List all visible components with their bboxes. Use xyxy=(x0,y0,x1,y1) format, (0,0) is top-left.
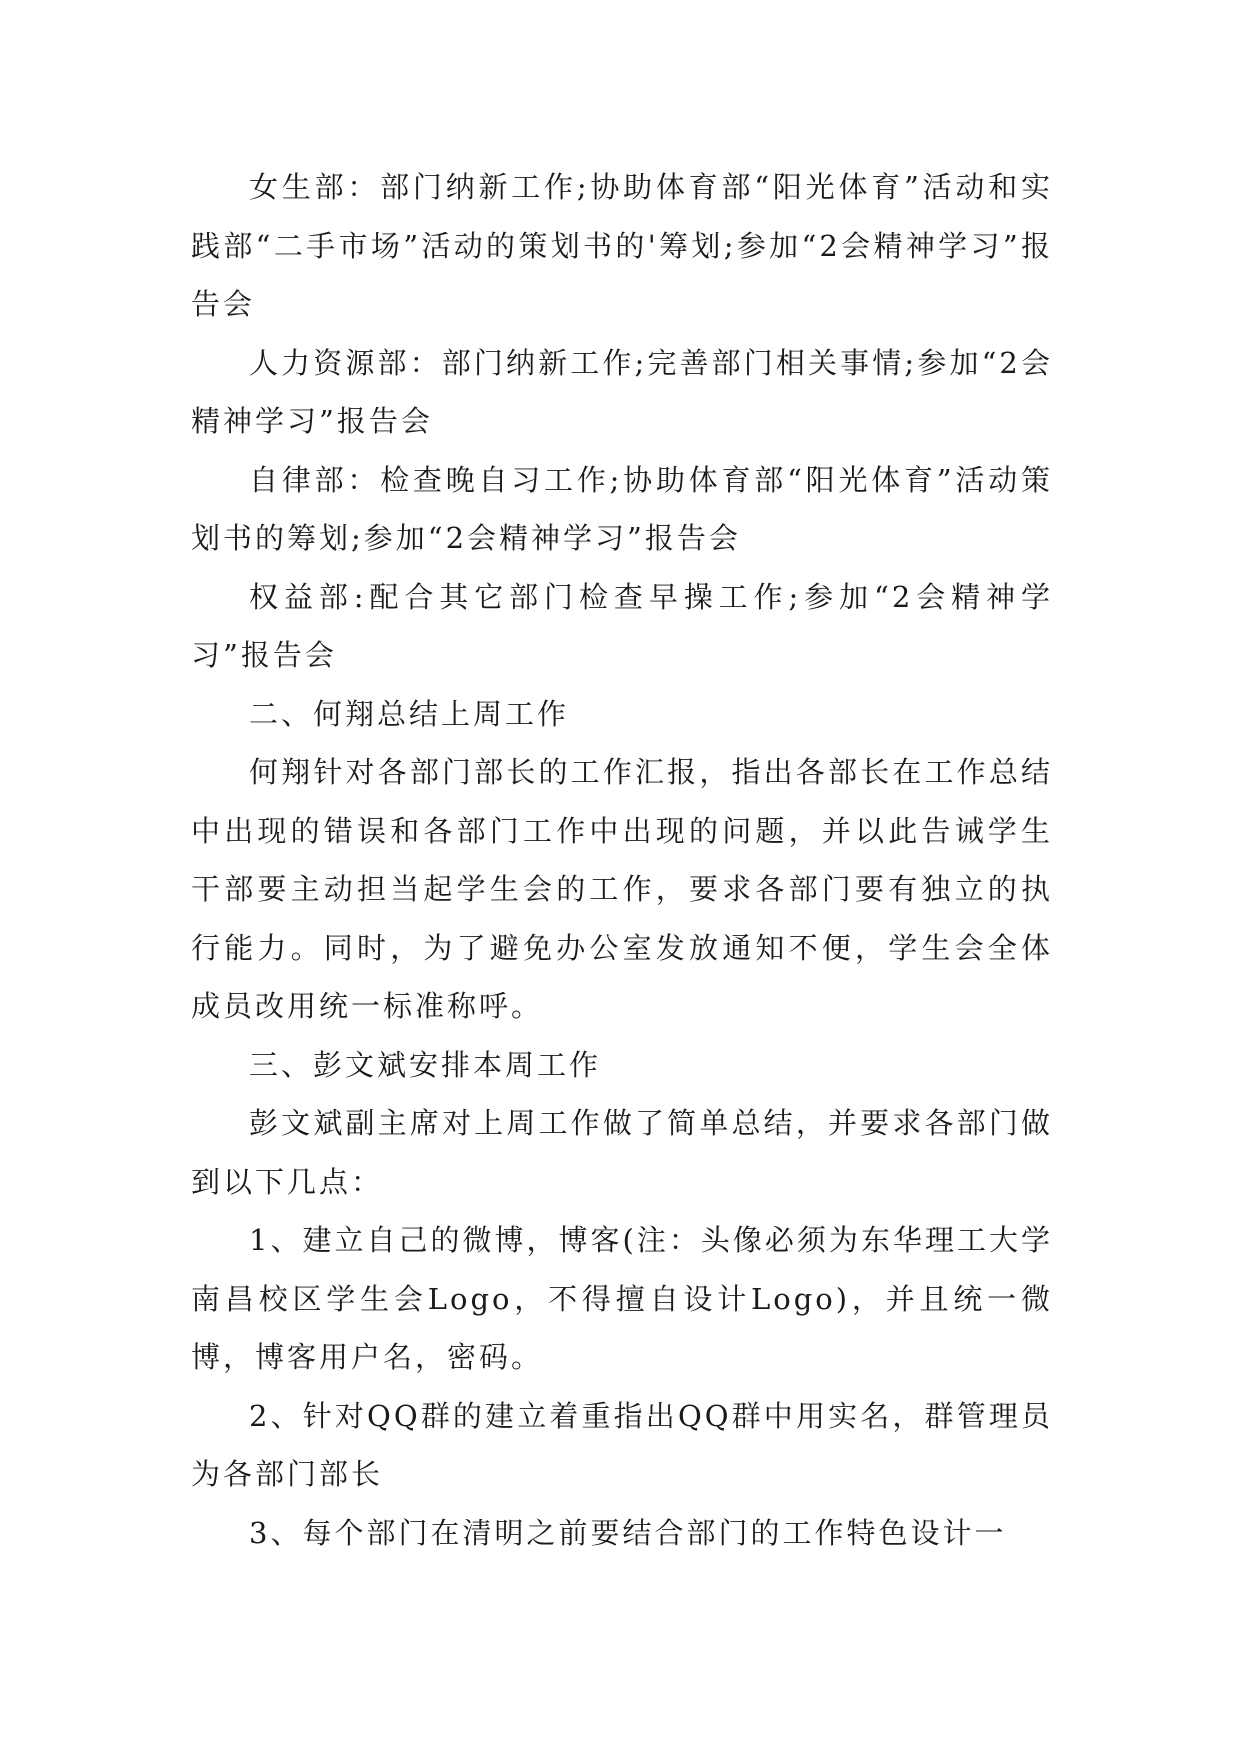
list-item-1: 1、建立自己的微博，博客(注：头像必须为东华理工大学南昌校区学生会Logo，不得擅自设计Logo)，并且统一微博，博客用户名，密码。 xyxy=(191,1223,1053,1374)
document-body xyxy=(191,158,1053,1562)
list-item-2: 2、针对QQ群的建立着重指出QQ群中用实名，群管理员为各部门部长 xyxy=(191,1398,1053,1491)
list-item-3: 3、每个部门在清明之前要结合部门的工作特色设计一 xyxy=(249,1515,1007,1550)
paragraph-summary: 何翔针对各部门部长的工作汇报，指出各部长在工作总结中出现的错误和各部门工作中出现的问题，并以此告诫学生干部要主动担当起学生会的工作，要求各部门要有独立的执行能力。同时，为了避免办公室发放通知不便，学生会全体成员改用统一标准称呼。 xyxy=(191,755,1053,1023)
section-heading-2: 二、何翔总结上周工作 xyxy=(249,696,570,731)
paragraph-rights-department: 权益部:配合其它部门检查早操工作;参加“2会精神学习”报告会 xyxy=(191,579,1053,672)
paragraph-hr-department: 人力资源部：部门纳新工作;完善部门相关事情;参加“2会精神学习”报告会 xyxy=(191,345,1053,438)
section-heading-3: 三、彭文斌安排本周工作 xyxy=(249,1047,602,1082)
paragraph-requirements-intro: 彭文斌副主席对上周工作做了简单总结，并要求各部门做到以下几点： xyxy=(191,1106,1053,1199)
paragraph-girls-department: 女生部：部门纳新工作;协助体育部“阳光体育”活动和实践部“二手市场”活动的策划书的'筹划;参加“2会精神学习”报告会 xyxy=(191,170,1053,321)
paragraph-discipline-department: 自律部：检查晚自习工作;协助体育部“阳光体育”活动策划书的筹划;参加“2会精神学习”报告会 xyxy=(191,462,1053,555)
